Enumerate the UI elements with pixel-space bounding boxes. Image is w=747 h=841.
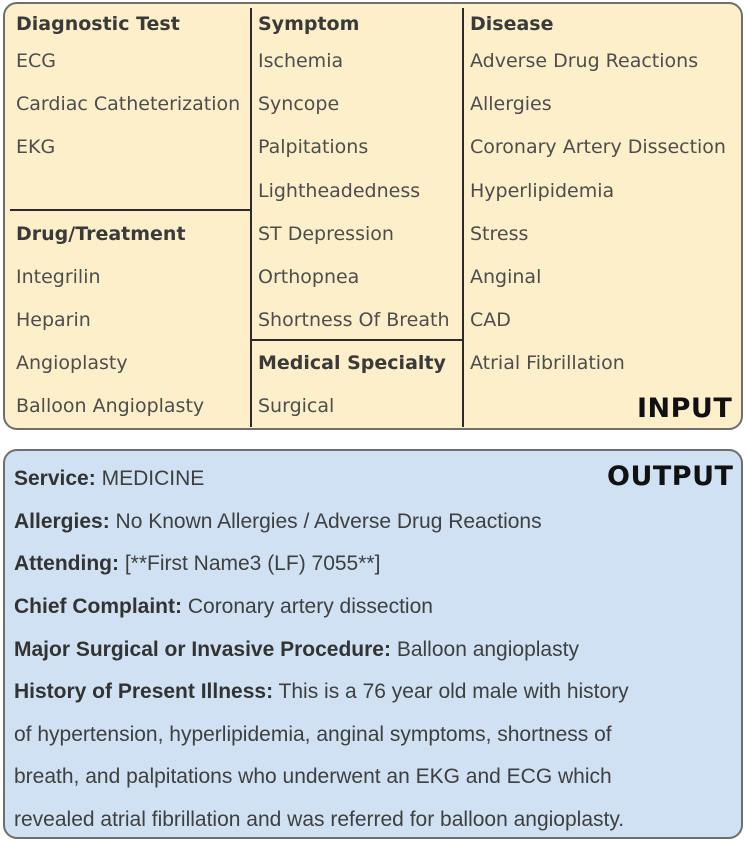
symptom-item: Ischemia bbox=[258, 50, 344, 72]
output-badge: OUTPUT bbox=[607, 461, 734, 492]
symptom-header: Symptom bbox=[258, 13, 360, 35]
medical-specialty-item: Surgical bbox=[258, 395, 335, 417]
hpi-line-1 bbox=[14, 680, 629, 704]
disease-item: Hyperlipidemia bbox=[470, 180, 615, 202]
diagnostic-test-item: ECG bbox=[16, 50, 56, 72]
symptom-item: Orthopnea bbox=[258, 266, 360, 288]
disease-item: Adverse Drug Reactions bbox=[470, 50, 699, 72]
chief-complaint-value: Coronary artery dissection bbox=[187, 595, 433, 618]
disease-item: CAD bbox=[470, 309, 511, 331]
disease-item: Atrial Fibrillation bbox=[470, 352, 625, 374]
attending-line bbox=[14, 552, 380, 576]
service-label: Service: bbox=[14, 467, 96, 490]
symptom-item: Lightheadedness bbox=[258, 180, 421, 202]
divider-col1 bbox=[250, 8, 252, 427]
attending-label: Attending: bbox=[14, 552, 119, 575]
symptom-item: Palpitations bbox=[258, 136, 369, 158]
procedure-label: Major Surgical or Invasive Procedure: bbox=[14, 638, 391, 661]
drug-treatment-item: Heparin bbox=[16, 309, 91, 331]
disease-item: Coronary Artery Dissection bbox=[470, 136, 726, 158]
hpi-label: History of Present Illness: bbox=[14, 680, 274, 703]
attending-value: [**First Name3 (LF) 7055**] bbox=[124, 552, 381, 575]
disease-item: Anginal bbox=[470, 266, 542, 288]
drug-treatment-item: Angioplasty bbox=[16, 352, 128, 374]
divider-col2 bbox=[462, 8, 464, 427]
allergies-label: Allergies: bbox=[14, 510, 110, 533]
hpi-text: This is a 76 year old male with history bbox=[278, 680, 629, 703]
symptom-item: Shortness Of Breath bbox=[258, 309, 450, 331]
allergies-line bbox=[14, 510, 542, 534]
procedure-line bbox=[14, 638, 579, 662]
divider-symptom-specialty bbox=[252, 339, 463, 341]
drug-treatment-header: Drug/Treatment bbox=[16, 223, 186, 245]
divider-diagnostic-drug bbox=[10, 209, 252, 211]
hpi-line-4: revealed atrial fibrillation and was referred for balloon angioplasty. bbox=[14, 808, 625, 831]
symptom-item: ST Depression bbox=[258, 223, 394, 245]
symptom-item: Syncope bbox=[258, 93, 340, 115]
hpi-line-3: breath, and palpitations who underwent an EKG and ECG which bbox=[14, 765, 612, 788]
medical-specialty-header: Medical Specialty bbox=[258, 352, 446, 374]
chief-complaint-line bbox=[14, 595, 433, 619]
procedure-value: Balloon angioplasty bbox=[396, 638, 579, 661]
diagnostic-test-item: EKG bbox=[16, 136, 56, 158]
chief-complaint-label: Chief Complaint: bbox=[14, 595, 182, 618]
diagnostic-test-item: Cardiac Catheterization bbox=[16, 93, 241, 115]
allergies-value: No Known Allergies / Adverse Drug Reactions bbox=[115, 510, 542, 533]
hpi-line-2: of hypertension, hyperlipidemia, anginal symptoms, shortness of bbox=[14, 723, 612, 746]
drug-treatment-item: Balloon Angioplasty bbox=[16, 395, 205, 417]
disease-item: Stress bbox=[470, 223, 529, 245]
drug-treatment-item: Integrilin bbox=[16, 266, 101, 288]
disease-header: Disease bbox=[470, 13, 554, 35]
diagnostic-test-header: Diagnostic Test bbox=[16, 13, 180, 35]
service-line bbox=[14, 467, 204, 491]
input-badge: INPUT bbox=[637, 393, 733, 424]
service-value: MEDICINE bbox=[101, 467, 205, 490]
disease-item: Allergies bbox=[470, 93, 552, 115]
